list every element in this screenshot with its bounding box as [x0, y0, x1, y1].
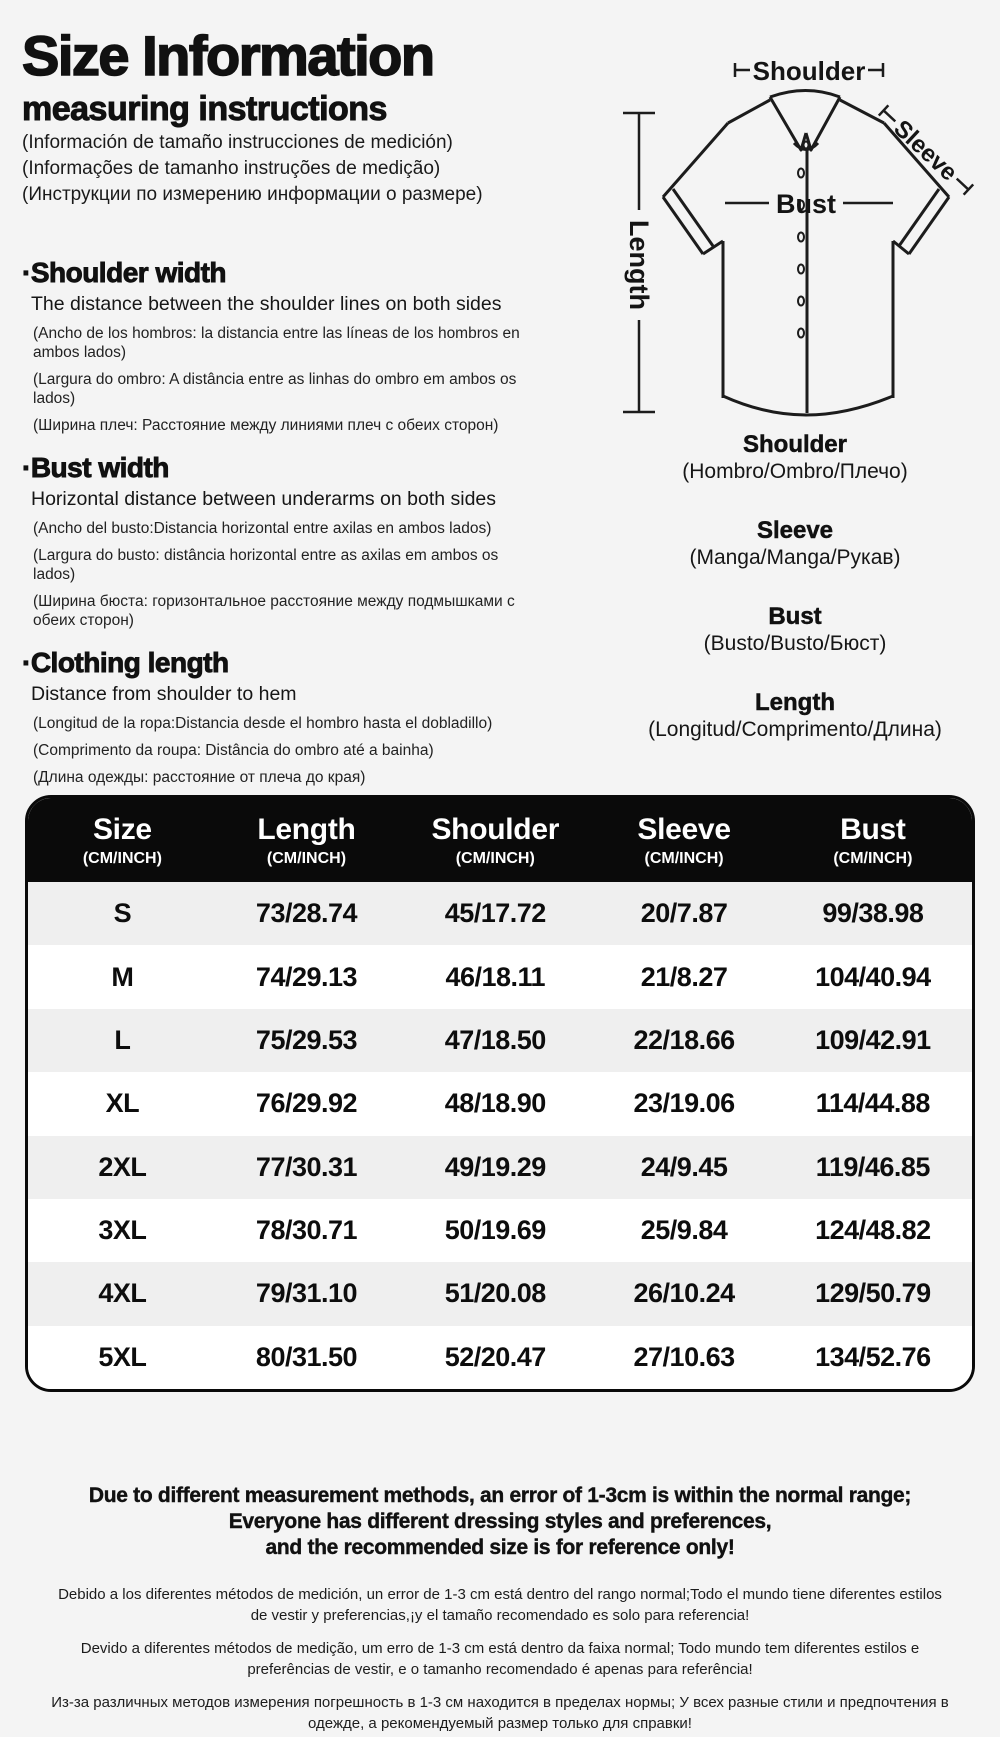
length-cell: 77/30.31: [255, 1151, 358, 1182]
legend-term: Shoulder: [742, 431, 847, 458]
table-row: [28, 882, 972, 945]
footer-note-line: Due to different measurement methods, an error of 1-3cm is within the normal range;: [88, 1484, 912, 1507]
legend-translation: (Hombro/Ombro/Плечо): [682, 460, 908, 483]
length-cell: 79/31.10: [255, 1278, 358, 1309]
shirt-measurement-diagram: [550, 38, 1000, 428]
size-cell: S: [113, 898, 132, 929]
sleeve-cell: 27/10.63: [633, 1341, 735, 1372]
shoulder-cell: 48/18.90: [444, 1088, 546, 1119]
size-cell: XL: [105, 1088, 140, 1119]
diagram-bust-label: Bust: [776, 189, 836, 219]
length-cell: 76/29.92: [255, 1088, 358, 1119]
length-cell: 78/30.71: [255, 1215, 358, 1246]
legend-entry: [585, 603, 1000, 657]
shoulder-cell: 52/20.47: [444, 1341, 546, 1372]
legend-entry: [585, 431, 1000, 485]
column-title: Sleeve: [637, 812, 731, 846]
page-subtitle: measuring instructions: [22, 90, 387, 128]
footer-translation: Devido a diferentes métodos de medição, um erro de 1-3 cm está dentro da faixa normal; Todo mundo tem diferentes estilos e preferências de vestir, e o tamanho recomendado é apenas para referência!: [80, 1640, 920, 1678]
section-translation: (Ширина плеч: Расстояние между линиями плеч с обеих сторон): [33, 417, 499, 434]
column-title: Bust: [840, 812, 906, 846]
section-title: ·Clothing length: [22, 647, 229, 678]
sleeve-cell: 21/8.27: [640, 961, 728, 992]
footer-translation: Debido a los diferentes métodos de medición, un error de 1-3 cm está dentro del rango normal;Todo el mundo tiene diferentes estilos de vestir y preferencias,¡y el tamaño recomendado es solo para referencia!: [58, 1586, 942, 1624]
measure-sections: [22, 257, 549, 787]
length-cell: 73/28.74: [255, 898, 358, 929]
legend-translation: (Longitud/Comprimento/Длина): [648, 718, 942, 741]
legend-term: Sleeve: [756, 517, 834, 544]
table-row: [28, 1262, 972, 1325]
size-table: [25, 795, 975, 1392]
shoulder-cell: 50/19.69: [444, 1215, 546, 1246]
column-title: Shoulder: [431, 812, 560, 846]
section-description: Horizontal distance between underarms on both sides: [31, 488, 497, 510]
column-header: [594, 798, 773, 882]
column-header: [774, 798, 972, 882]
table-row: [28, 1199, 972, 1262]
sleeve-cell: 25/9.84: [640, 1215, 728, 1246]
footer-note-line: Everyone has different dressing styles and preferences,: [228, 1510, 772, 1533]
section-translation: (Ширина бюста: горизонтальное расстояние между подмышками с обеих сторон): [33, 593, 515, 629]
footer-translations: [50, 1584, 950, 1734]
section-translation: (Длина одежды: расстояние от плеча до края): [33, 769, 366, 786]
column-header: [217, 798, 396, 882]
footer-note: [50, 1483, 950, 1561]
subtitle-translation-es: (Información de tamaño instrucciones de medición): [22, 132, 453, 153]
sleeve-cell: 20/7.87: [640, 898, 728, 929]
table-row: [28, 1072, 972, 1135]
measure-section: [22, 647, 549, 787]
legend-entry: [585, 517, 1000, 571]
page-title: Size Information: [22, 24, 434, 87]
section-title: ·Shoulder width: [22, 257, 227, 288]
column-unit: (CM/INCH): [82, 849, 162, 867]
legend-term: Bust: [768, 603, 822, 630]
section-description: The distance between the shoulder lines on both sides: [31, 293, 502, 315]
diagram-shoulder-label: Shoulder: [752, 56, 866, 86]
shoulder-cell: 45/17.72: [444, 898, 546, 929]
diagram-sleeve-label: Sleeve: [888, 114, 963, 187]
column-unit: (CM/INCH): [833, 849, 913, 867]
column-unit: (CM/INCH): [455, 849, 535, 867]
shoulder-cell: 47/18.50: [444, 1024, 546, 1055]
size-table-header-row: [28, 798, 972, 882]
table-row: [28, 1326, 972, 1389]
measure-section: [22, 452, 549, 630]
length-cell: 74/29.13: [255, 961, 358, 992]
legend-translation: (Busto/Busto/Бюст): [703, 632, 887, 655]
bust-cell: 124/48.82: [815, 1215, 931, 1246]
size-table-body: [28, 882, 972, 1389]
legend-term: Length: [755, 689, 835, 716]
bust-cell: 114/44.88: [815, 1088, 930, 1119]
column-header: [396, 798, 594, 882]
shoulder-cell: 51/20.08: [444, 1278, 546, 1309]
subtitle-translation-ru: (Инструкции по измерению информации о размере): [22, 184, 483, 205]
table-row: [28, 1136, 972, 1199]
shoulder-cell: 46/18.11: [445, 961, 546, 992]
column-unit: (CM/INCH): [644, 849, 724, 867]
sleeve-cell: 26/10.24: [633, 1278, 735, 1309]
shoulder-cell: 49/19.29: [444, 1151, 546, 1182]
size-cell: 3XL: [98, 1215, 147, 1246]
sleeve-cell: 24/9.45: [640, 1151, 728, 1182]
section-translation: (Comprimento da roupa: Distância do ombro até a bainha): [33, 742, 434, 759]
sleeve-cell: 22/18.66: [633, 1024, 735, 1055]
bust-cell: 134/52.76: [815, 1341, 931, 1372]
measure-section: [22, 257, 549, 435]
size-cell: M: [111, 961, 134, 992]
legend-entry: [585, 689, 1000, 743]
bust-cell: 104/40.94: [815, 961, 931, 992]
instructions-column: [22, 24, 549, 787]
length-cell: 80/31.50: [255, 1341, 358, 1372]
column-unit: (CM/INCH): [266, 849, 347, 867]
column-header: [28, 798, 217, 882]
footer-note-line: and the recommended size is for reference only!: [265, 1536, 735, 1559]
footer-translation: Из-за различных методов измерения погрешность в 1-3 см находится в пределах нормы; У всех разные стили и предпочтения в одежде, а рекомендуемый размер только для справки!: [51, 1694, 949, 1732]
bust-cell: 109/42.91: [815, 1024, 931, 1055]
diagram-legend: [585, 431, 1000, 775]
length-cell: 75/29.53: [255, 1024, 358, 1055]
section-title: ·Bust width: [22, 452, 169, 483]
bust-cell: 119/46.85: [815, 1151, 930, 1182]
footer-disclaimer: [50, 1483, 950, 1734]
section-translation: (Ancho del busto:Distancia horizontal entre axilas en ambos lados): [33, 520, 492, 537]
column-title: Length: [257, 812, 356, 846]
section-translation: (Largura do busto: distância horizontal entre as axilas em ambos os lados): [33, 547, 499, 583]
section-translation: (Ancho de los hombros: la distancia entre las líneas de los hombros en ambos lados): [33, 325, 520, 361]
table-row: [28, 945, 972, 1008]
diagram-length-label: Length: [624, 220, 654, 310]
column-title: Size: [92, 812, 152, 846]
bust-cell: 129/50.79: [815, 1278, 931, 1309]
section-translation: (Longitud de la ropa:Distancia desde el hombro hasta el dobladillo): [33, 715, 493, 732]
subtitle-translation-pt: (Informações de tamanho instruções de medição): [22, 158, 441, 179]
section-description: Distance from shoulder to hem: [31, 683, 297, 705]
size-cell: 4XL: [98, 1278, 147, 1309]
section-translation: (Largura do ombro: A distância entre as linhas do ombro em ambos os lados): [33, 371, 517, 407]
size-cell: 5XL: [98, 1341, 147, 1372]
legend-translation: (Manga/Manga/Рукав): [689, 546, 901, 569]
size-cell: 2XL: [98, 1151, 147, 1182]
size-cell: L: [114, 1024, 131, 1055]
table-row: [28, 1009, 972, 1072]
sleeve-cell: 23/19.06: [633, 1088, 735, 1119]
bust-cell: 99/38.98: [822, 898, 924, 929]
